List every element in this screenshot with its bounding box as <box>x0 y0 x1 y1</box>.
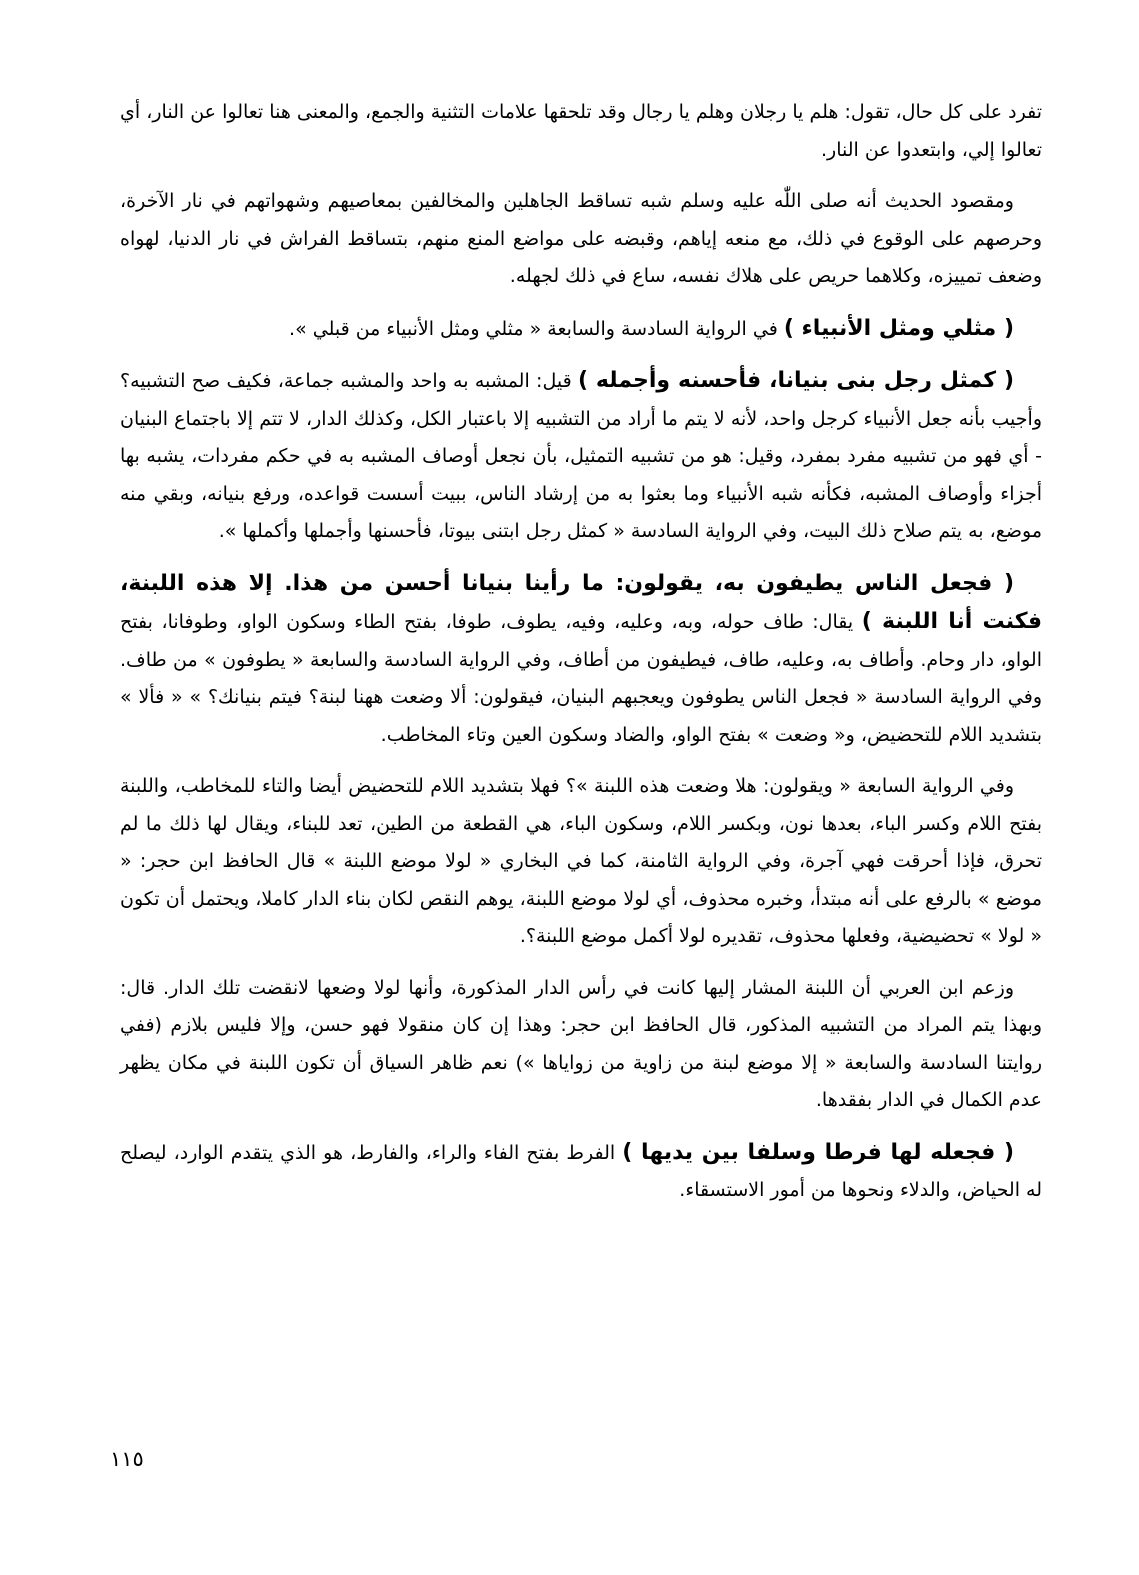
lemma-heading: ( فجعله لها فرطا وسلفا بين يديها ) <box>622 1139 1015 1165</box>
paragraph-lemma-building <box>120 362 1042 551</box>
lemma-heading: ( مثلي ومثل الأنبياء ) <box>783 315 1014 341</box>
paragraph-text: الفرط بفتح الفاء والراء، والفارط، هو الذي يتقدم الوارد، ليصلح له الحياض، والدلاء ونحوها من أمور الاستسقاء. <box>120 1141 1042 1201</box>
paragraph-hadith-meaning <box>120 183 1042 296</box>
document-page <box>120 94 1042 1224</box>
paragraph-text: تفرد على كل حال، تقول: هلم يا رجلان وهلم يا رجال وقد تلحقها علامات التثنية والجمع، والمعنى هنا تعالوا عن النار، أي تعالوا إلي، وابتعدوا عن النار. <box>120 101 1042 161</box>
paragraph-text: يقال: طاف حوله، وبه، وعليه، وفيه، يطوف، طوفا، بفتح الطاء وسكون الواو، وطوفانا، بفتح الواو، دار وحام. وأطاف به، وعليه، طاف، فيطيفون من أطاف، وفي الرواية السادسة والسابعة « يطوفون » من طاف. وفي الرواية السادسة « فجعل الناس يطوفون ويعجبهم البنيان، فيقولون: ألا وضعت ههنا لبنة؟ فيتم بنيانك؟ » « فألا » بتشديد اللام للتحضيض، و« وضعت » بفتح الواو، والضاد وسكون العين وتاء المخاطب. <box>120 611 1042 746</box>
paragraph-text: قيل: المشبه به واحد والمشبه جماعة، فكيف صح التشبيه؟ وأجيب بأنه جعل الأنبياء كرجل واحد، لأنه لا يتم ما أراد من التشبيه إلا باعتبار الكل، وكذلك الدار، لا تتم إلا باجتماع البنيان - أي فهو من تشبيه مفرد بمفرد، وقيل: هو من تشبيه التمثيل، بأن نجعل أوصاف المشبه به في حكم مفردات، يشبه بها أجزاء وأوصاف المشبه، فكأنه شبه الأنبياء وما بعثوا به من إرشاد الناس، ببيت أسست قواعده، ورفع بنيانه، وبقي منه موضع، به يتم صلاح ذلك البيت، وفي الرواية السادسة « كمثل رجل ابتنى بيوتا، فأحسنها وأجملها وأكملها ». <box>120 370 1042 542</box>
lemma-heading: ( فجعل الناس يطيفون به، يقولون: ما رأينا بنيانا أحسن من هذا. إلا هذه اللبنة، فكنت أنا اللبنة ) <box>120 570 1042 634</box>
page-number: ١١٥ <box>110 1447 144 1471</box>
paragraph-lemma-prophets <box>120 310 1042 349</box>
paragraph-text: في الرواية السادسة والسابعة « مثلي ومثل الأنبياء من قبلي ». <box>289 317 784 340</box>
paragraph-lemma-farat <box>120 1134 1042 1210</box>
lemma-heading: ( كمثل رجل بنى بنيانا، فأحسنه وأجمله ) <box>577 368 1014 393</box>
paragraph-text: ومقصود الحديث أنه صلى اللّٰه عليه وسلم شبه تساقط الجاهلين والمخالفين بمعاصيهم وشهواتهم في نار الآخرة، وحرصهم على الوقوع في ذلك، مع منعه إياهم، وقبضه على مواضع المنع منهم، بتساقط الفراش في نار الدنيا، لهواه وضعف تمييزه، وكلاهما حريص على هلاك نفسه، ساع في ذلك لجهله. <box>120 190 1042 287</box>
paragraph-continuation <box>120 94 1042 169</box>
paragraph-seventh-narration <box>120 768 1042 956</box>
paragraph-lemma-brick <box>120 565 1042 755</box>
paragraph-text: وزعم ابن العربي أن اللبنة المشار إليها كانت في رأس الدار المذكورة، وأنها لولا وضعها لانقضت تلك الدار. قال: وبهذا يتم المراد من التشبيه المذكور، قال الحافظ ابن حجر: وهذا إن كان منقولا فهو حسن، وإلا فليس بلازم (ففي روايتنا السادسة والسابعة « إلا موضع لبنة من زاوية من زواياها ») نعم ظاهر السياق أن تكون اللبنة في مكان يظهر عدم الكمال في الدار بفقدها. <box>120 976 1042 1111</box>
paragraph-text: وفي الرواية السابعة « ويقولون: هلا وضعت هذه اللبنة »؟ فهلا بتشديد اللام للتحضيض أيضا والتاء للمخاطب، واللبنة بفتح اللام وكسر الباء، بعدها نون، وبكسر اللام، وسكون الباء، هي القطعة من الطين، تعد للبناء، ويقال لها ذلك ما لم تحرق، فإذا أحرقت فهي آجرة، وفي الرواية الثامنة، كما في البخاري « لولا موضع اللبنة » قال الحافظ ابن حجر: « موضع » بالرفع على أنه مبتدأ، وخبره محذوف، أي لولا موضع اللبنة، يوهم النقص لكان بناء الدار كاملا، ويحتمل أن تكون « لولا » تحضيضية، وفعلها محذوف، تقديره لولا أكمل موضع اللبنة؟. <box>120 775 1042 947</box>
paragraph-ibn-arabi <box>120 970 1042 1120</box>
